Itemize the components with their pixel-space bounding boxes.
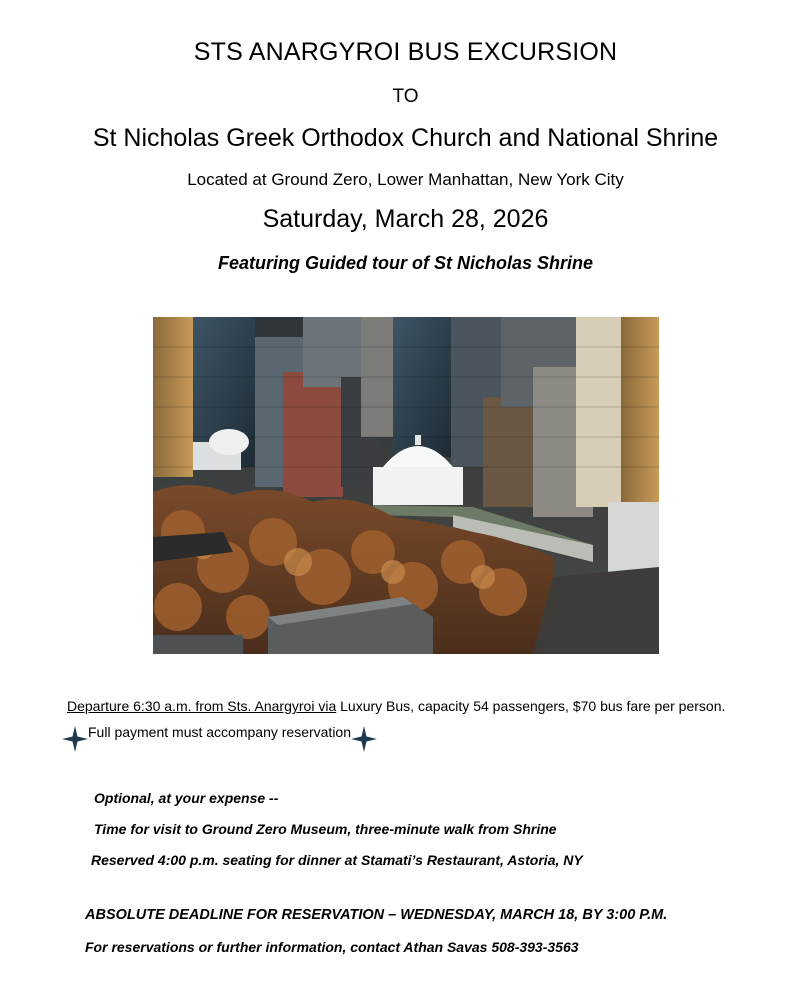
departure-time-place: Departure 6:30 a.m. from Sts. Anargyroi [67,698,315,714]
payment-text: Full payment must accompany reservation [88,723,351,740]
four-point-star-icon [351,726,377,752]
location-text: Located at Ground Zero, Lower Manhattan, New York City [187,170,624,189]
departure-via: via [314,698,337,714]
page-title: STS ANARGYROI BUS EXCURSION [193,38,618,66]
dinner-text: Reserved 4:00 p.m. seating for dinner at Stamati’s Restaurant, Astoria, NY [91,852,583,868]
bus-details: Luxury Bus, capacity 54 passengers, $70 bus fare per person. [336,698,726,714]
departure-info [67,698,725,714]
payment-note [62,723,377,752]
destination-heading: St Nicholas Greek Orthodox Church and National Shrine [92,124,719,152]
shrine-photo [153,317,659,654]
contact-info: For reservations or further information, contact Athan Savas 508-393-3563 [85,939,579,955]
reservation-deadline: ABSOLUTE DEADLINE FOR RESERVATION – WEDNESDAY, MARCH 18, BY 3:00 P.M. [85,907,668,923]
event-date: Saturday, March 28, 2026 [262,205,549,233]
feature-text: Featuring Guided tour of St Nicholas Shrine [217,253,594,273]
museum-visit-text: Time for visit to Ground Zero Museum, three-minute walk from Shrine [94,821,557,837]
four-point-star-icon [62,726,88,752]
to-label: TO [392,86,419,107]
optional-heading: Optional, at your expense -- [94,790,279,806]
